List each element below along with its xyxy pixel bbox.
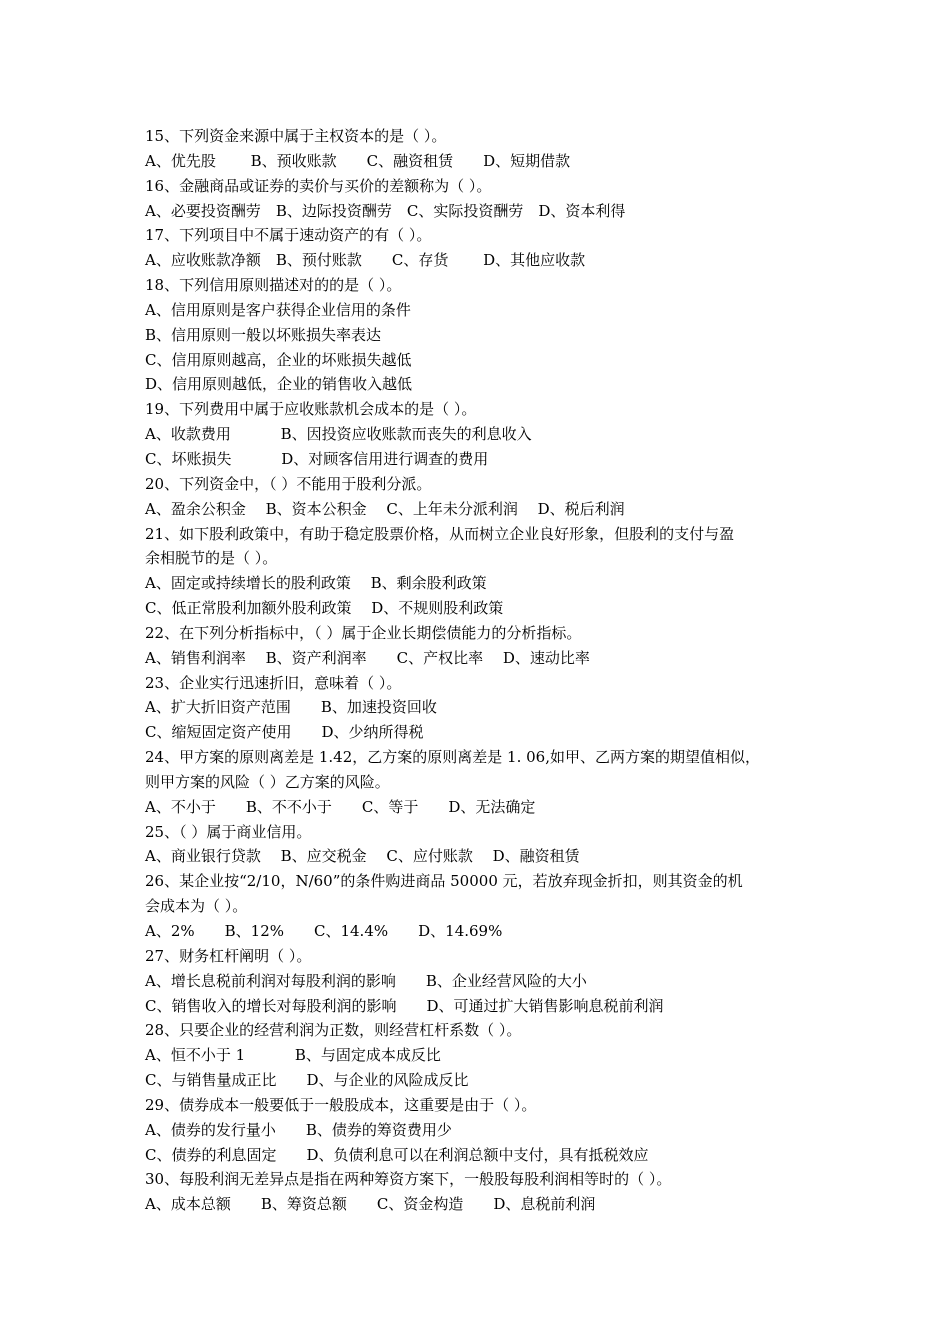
question-28: 28、只要企业的经营利润为正数，则经营杠杆系数（ ）。 bbox=[145, 1021, 522, 1040]
options-29-cd: C、债券的利息固定 D、负债利息可以在利润总额中支付，具有抵税效应 bbox=[145, 1145, 649, 1164]
question-24-line-2: 则甲方案的风险（ ）乙方案的风险。 bbox=[145, 772, 390, 791]
question-24-line-1: 24、甲方案的原则离差是 1.42，乙方案的原则离差是 1. 06,如甲、乙两方案的期望值相似， bbox=[145, 748, 760, 767]
options-22: A、销售利润率 B、资产利润率 C、产权比率 D、速动比率 bbox=[145, 648, 590, 667]
options-30: A、成本总额 B、筹资总额 C、资金构造 D、息税前利润 bbox=[145, 1195, 596, 1214]
question-30: 30、每股利润无差异点是指在两种筹资方案下，一般股每股利润相等时的（ ）。 bbox=[145, 1170, 672, 1189]
options-28-cd: C、与销售量成正比 D、与企业的风险成反比 bbox=[145, 1071, 469, 1090]
option-18-b: B、信用原则一般以坏账损失率表达 bbox=[145, 325, 382, 344]
question-27: 27、财务杠杆阐明（ ）。 bbox=[145, 946, 312, 965]
question-20: 20、下列资金中，（ ）不能用于股利分派。 bbox=[145, 474, 432, 493]
question-19: 19、下列费用中属于应收账款机会成本的是（ ）。 bbox=[145, 400, 477, 419]
options-26: A、2% B、12% C、14.4% D、14.69% bbox=[145, 922, 503, 940]
options-16: A、必要投资酬劳 B、边际投资酬劳 C、实际投资酬劳 D、资本利得 bbox=[145, 201, 626, 220]
question-26-line-1: 26、某企业按“2/10，N/60”的条件购进商品 50000 元，若放弃现金折扣，则其资金的机 bbox=[145, 872, 743, 891]
question-16: 16、金融商品或证券的卖价与买价的差额称为（ ）。 bbox=[145, 176, 492, 195]
question-21-line-2: 余相脱节的是（ ）。 bbox=[145, 549, 278, 568]
options-24: A、不小于 B、不不小于 C、等于 D、无法确定 bbox=[145, 797, 536, 816]
option-18-c: C、信用原则越高，企业的坏账损失越低 bbox=[145, 350, 412, 369]
options-23-cd: C、缩短固定资产使用 D、少纳所得税 bbox=[145, 723, 424, 742]
question-15: 15、下列资金来源中属于主权资本的是（ ）。 bbox=[145, 127, 447, 145]
question-list bbox=[145, 124, 815, 1217]
question-22: 22、在下列分析指标中，（ ）属于企业长期偿债能力的分析指标。 bbox=[145, 623, 582, 642]
question-17: 17、下列项目中不属于速动资产的有（ ）。 bbox=[145, 226, 432, 245]
option-18-d: D、信用原则越低，企业的销售收入越低 bbox=[145, 375, 413, 394]
options-23-ab: A、扩大折旧资产范围 B、加速投资回收 bbox=[145, 698, 437, 717]
options-27-ab: A、增长息税前利润对每股利润的影响 B、企业经营风险的大小 bbox=[145, 971, 587, 990]
options-21-cd: C、低正常股利加额外股利政策 D、不规则股利政策 bbox=[145, 599, 504, 618]
question-23: 23、企业实行迅速折旧，意味着（ ）。 bbox=[145, 673, 402, 692]
option-18-a: A、信用原则是客户获得企业信用的条件 bbox=[145, 300, 411, 319]
options-20: A、盈余公积金 B、资本公积金 C、上年未分派利润 D、税后利润 bbox=[145, 499, 625, 518]
question-29: 29、债券成本一般要低于一般股成本，这重要是由于（ ）。 bbox=[145, 1095, 537, 1114]
question-26-line-2: 会成本为（ ）。 bbox=[145, 897, 248, 916]
options-17: A、应收账款净额 B、预付账款 C、存货 D、其他应收款 bbox=[145, 251, 586, 270]
question-25: 25、（ ）属于商业信用。 bbox=[145, 822, 312, 841]
question-18: 18、下列信用原则描述对的的是（ ）。 bbox=[145, 276, 402, 295]
options-25: A、商业银行贷款 B、应交税金 C、应付账款 D、融资租赁 bbox=[145, 847, 580, 866]
question-21-line-1: 21、如下股利政策中，有助于稳定股票价格，从而树立企业良好形象，但股利的支付与盈 bbox=[145, 524, 735, 543]
options-28-ab: A、恒不小于 1 B、与固定成本成反比 bbox=[145, 1046, 441, 1065]
options-15: A、优先股 B、预收账款 C、融资租赁 D、短期借款 bbox=[145, 151, 571, 170]
options-19-cd: C、坏账损失 D、对顾客信用进行调查的费用 bbox=[145, 449, 489, 468]
options-29-ab: A、债券的发行量小 B、债券的筹资费用少 bbox=[145, 1120, 452, 1139]
options-21-ab: A、固定或持续增长的股利政策 B、剩余股利政策 bbox=[145, 574, 487, 593]
options-19-ab: A、收款费用 B、因投资应收账款而丧失的利息收入 bbox=[145, 425, 532, 444]
options-27-cd: C、销售收入的增长对每股利润的影响 D、可通过扩大销售影响息税前利润 bbox=[145, 996, 664, 1015]
